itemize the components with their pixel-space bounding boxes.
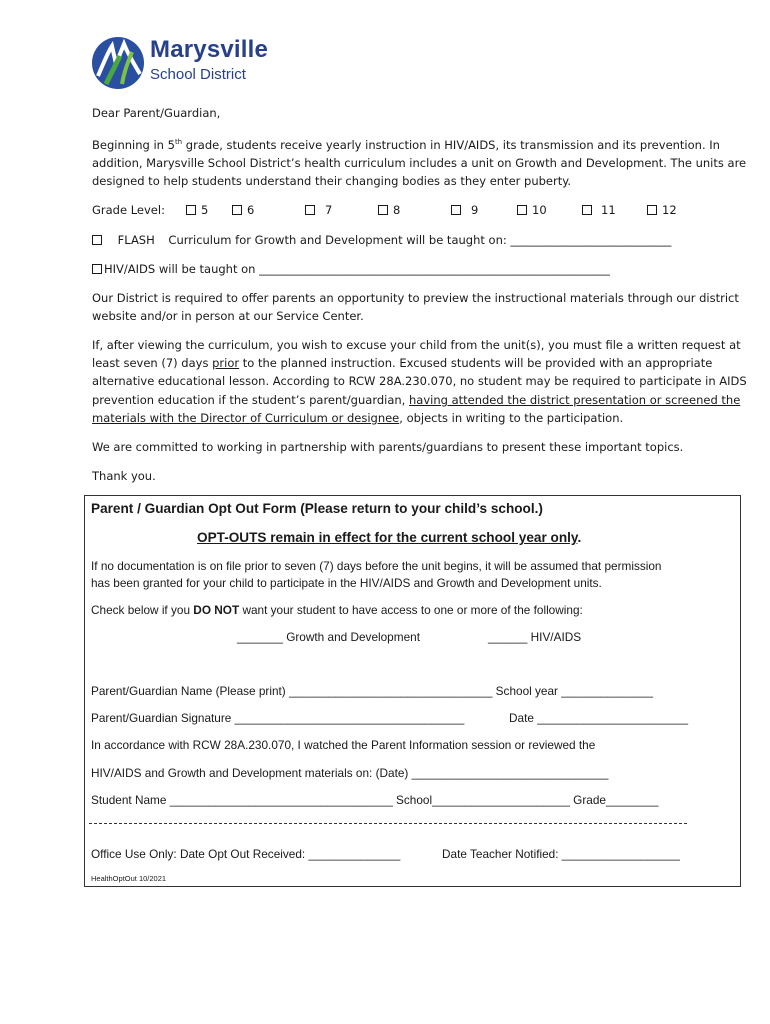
form-subtitle-underlined: OPT-OUTS remain in effect for the current school year only <box>197 530 578 545</box>
excuse-line-2 <box>92 356 712 370</box>
thank-you: Thank you. <box>92 469 156 483</box>
logo-subtitle: School District <box>150 66 246 83</box>
form-subtitle-dot: . <box>577 530 582 545</box>
checkbox-icon <box>232 205 242 215</box>
opt-growth-field[interactable]: _______ Growth and Development <box>237 630 420 644</box>
excuse-text: to the planned instruction. Excused students will be provided with an appropriate <box>239 356 713 370</box>
excuse-line-5 <box>92 411 623 425</box>
grade-checkbox-7[interactable] <box>305 203 332 217</box>
excuse-text: least seven (7) days <box>92 356 213 370</box>
excuse-line-3: alternative educational lesson. According to RCW 28A.230.070, no student may be required to participate in AIDS <box>92 374 747 388</box>
intro-superscript: th <box>174 138 183 147</box>
checkbox-icon <box>305 205 315 215</box>
grade-checkbox-10[interactable] <box>517 203 547 217</box>
grade-checkbox-9[interactable] <box>451 203 478 217</box>
intro-line-1 <box>92 138 720 152</box>
excuse-underlined-text: materials with the Director of Curriculum or designee <box>92 411 400 425</box>
excuse-line-4 <box>92 393 740 407</box>
excuse-text: , objects in writing to the participation. <box>399 411 624 425</box>
guardian-name-field[interactable]: Parent/Guardian Name (Please print) _______________________________ School year ______________ <box>91 684 654 698</box>
documentation-line-2: has been granted for your child to participate in the HIV/AIDS and Growth and Development units. <box>91 576 602 590</box>
flash-checkbox[interactable] <box>92 235 102 245</box>
form-title: Parent / Guardian Opt Out Form (Please return to your child’s school.) <box>91 501 543 516</box>
checkbox-icon <box>517 205 527 215</box>
checkbox-icon <box>451 205 461 215</box>
documentation-line-1: If no documentation is on file prior to seven (7) days before the unit begins, it will be assumed that permission <box>91 559 662 573</box>
opt-hiv-field[interactable]: ______ HIV/AIDS <box>488 630 582 644</box>
opt-out-form <box>84 495 741 887</box>
grade-option-label: 9 <box>471 203 479 217</box>
checkbox-icon <box>647 205 657 215</box>
salutation: Dear Parent/Guardian, <box>92 106 221 120</box>
flash-row <box>92 233 671 247</box>
grade-option-label: 5 <box>201 203 209 217</box>
materials-date-field[interactable]: HIV/AIDS and Growth and Development materials on: (Date) ______________________________ <box>91 766 609 780</box>
district-line-1: Our District is required to offer parents an opportunity to preview the instructional materials through our district <box>92 291 739 305</box>
district-line-2: website and/or in person at our Service Center. <box>92 309 364 323</box>
form-subtitle <box>197 530 581 545</box>
office-received-field: Office Use Only: Date Opt Out Received: ______________ <box>91 847 401 861</box>
grade-checkbox-12[interactable] <box>647 203 677 217</box>
accordance-text: In accordance with RCW 28A.230.070, I watched the Parent Information session or reviewed the <box>91 738 596 752</box>
committed-text: We are committed to working in partnership with parents/guardians to present these important topics. <box>92 440 684 454</box>
intro-text-a: Beginning in 5 <box>92 138 175 152</box>
excuse-underlined-text: having attended the district presentation or screened the <box>409 393 741 407</box>
grade-option-label: 6 <box>247 203 255 217</box>
hiv-row <box>92 262 610 276</box>
hiv-checkbox[interactable] <box>92 264 102 274</box>
excuse-line-1: If, after viewing the curriculum, you wish to excuse your child from the unit(s), you must file a written request at <box>92 338 741 352</box>
grade-option-label: 8 <box>393 203 401 217</box>
excuse-underlined-prior: prior <box>212 356 240 370</box>
check-text: want your student to have access to one or more of the following: <box>239 603 583 617</box>
grade-level-label: Grade Level: <box>92 203 165 217</box>
check-instructions <box>91 603 583 617</box>
flash-label: FLASH <box>117 233 155 247</box>
excuse-text: prevention education if the student’s parent/guardian, <box>92 393 409 407</box>
checkbox-icon <box>186 205 196 215</box>
form-code: HealthOptOut 10/2021 <box>91 874 167 883</box>
hiv-text: HIV/AIDS will be taught on _____________________________________________________________ <box>104 262 610 276</box>
grade-checkbox-5[interactable] <box>186 203 208 217</box>
grade-checkbox-8[interactable] <box>378 203 400 217</box>
intro-text-b: grade, students receive yearly instruction in HIV/AIDS, its transmission and its prevention. In <box>182 138 720 152</box>
district-logo <box>90 34 270 90</box>
grade-checkbox-11[interactable] <box>582 203 616 217</box>
intro-line-2: addition, Marysville School District’s health curriculum includes a unit on Growth and Development. The units are <box>92 156 747 170</box>
divider <box>89 823 687 824</box>
teacher-notified-field: Date Teacher Notified: __________________ <box>442 847 680 861</box>
grade-checkbox-6[interactable] <box>232 203 254 217</box>
grade-option-label: 10 <box>532 203 547 217</box>
grade-option-label: 12 <box>662 203 677 217</box>
logo-title: Marysville <box>150 36 269 63</box>
check-do-not: DO NOT <box>193 603 240 617</box>
flash-text: Curriculum for Growth and Development will be taught on: ____________________________ <box>168 233 672 247</box>
check-text: Check below if you <box>91 603 194 617</box>
grade-option-label: 11 <box>601 203 616 217</box>
checkbox-icon <box>378 205 388 215</box>
student-info-field[interactable]: Student Name __________________________________ School_____________________ Grade________ <box>91 793 659 807</box>
intro-line-3: designed to help students understand their changing bodies as they enter puberty. <box>92 174 572 188</box>
signature-date-field[interactable]: Date _______________________ <box>509 711 689 725</box>
logo-m-icon <box>90 34 148 92</box>
grade-option-label: 7 <box>325 203 333 217</box>
guardian-signature-field[interactable]: Parent/Guardian Signature ___________________________________ <box>91 711 465 725</box>
checkbox-icon <box>582 205 592 215</box>
